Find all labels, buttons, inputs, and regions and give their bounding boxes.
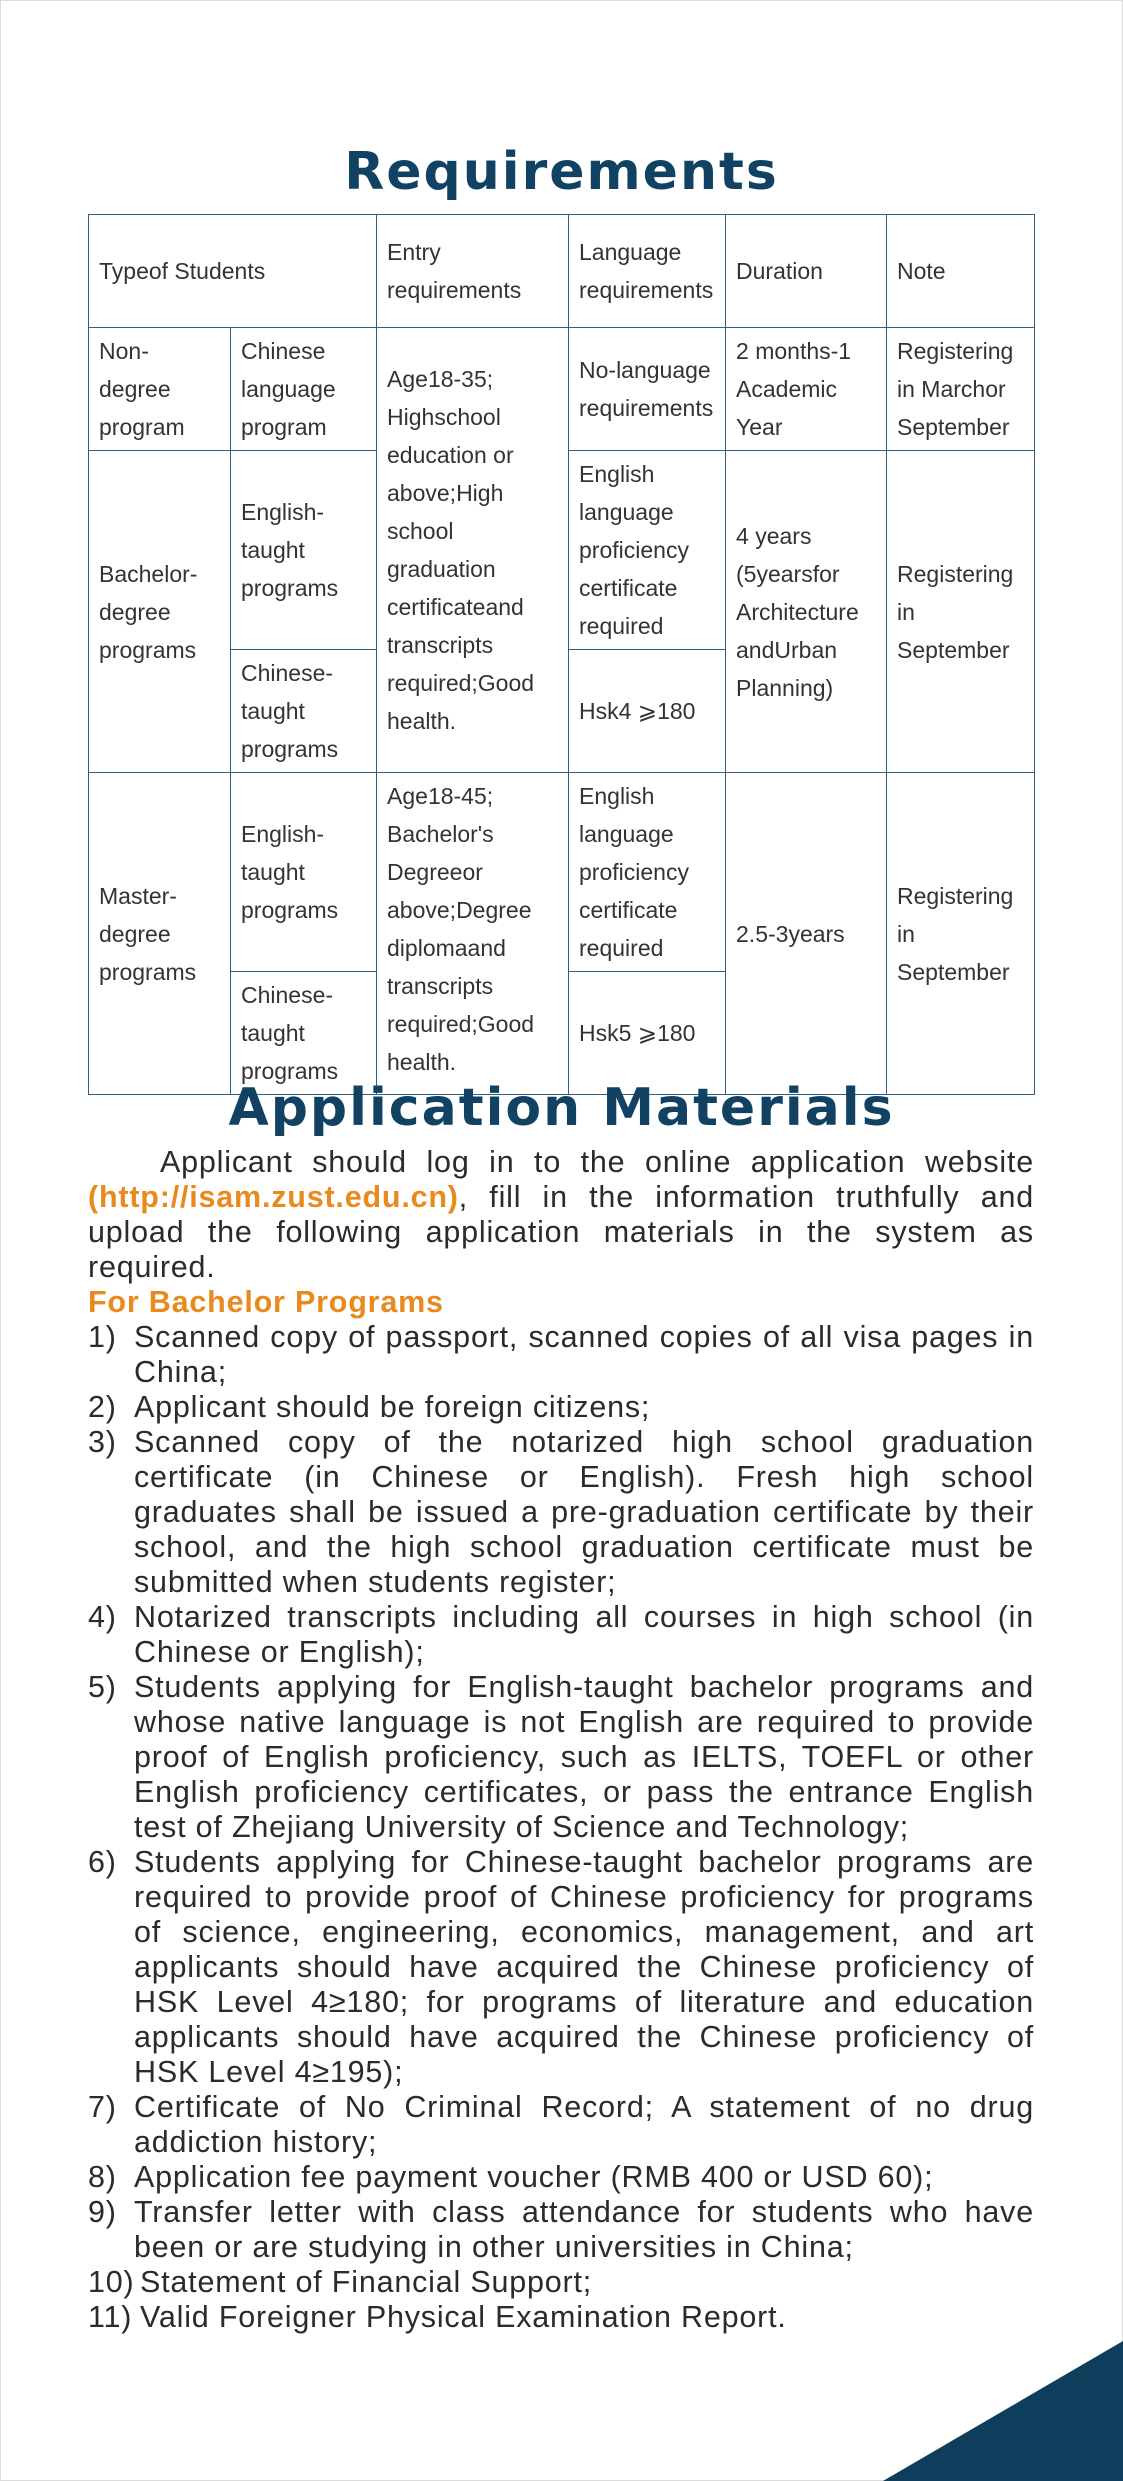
application-body	[88, 1145, 1034, 2335]
master-sub-english: English-taught programs	[231, 773, 377, 972]
bachelor-duration: 4 years (5yearsfor Architecture andUrban Planning)	[726, 451, 887, 773]
list-item-number: 11)	[88, 2300, 133, 2334]
list-item	[88, 1425, 1034, 1600]
header-language: Language requirements	[569, 215, 726, 328]
list-item	[88, 2265, 1034, 2300]
list-item-number: 7)	[88, 2090, 117, 2124]
list-item-text: Certificate of No Criminal Record; A statement of no drug addiction history;	[134, 2090, 1034, 2159]
list-item	[88, 2160, 1034, 2195]
list-item-number: 2)	[88, 1390, 117, 1424]
nondegree-sub: Chinese language program	[231, 328, 377, 451]
list-item-text: Valid Foreigner Physical Examination Report.	[140, 2300, 787, 2334]
application-website-link[interactable]: (http://isam.zust.edu.cn)	[88, 1180, 459, 1214]
list-item	[88, 1390, 1034, 1425]
intro-text-continued: , fill in the information truthfully and upload the following application materials in the system as required.	[88, 1180, 1034, 1284]
list-item-number: 6)	[88, 1845, 117, 1879]
corner-triangle-decoration	[883, 2341, 1123, 2481]
list-item-text: Scanned copy of passport, scanned copies of all visa pages in China;	[134, 1320, 1034, 1389]
bachelor-note: Registering in September	[887, 451, 1035, 773]
master-language-english: English language proficiency certificate required	[569, 773, 726, 972]
list-item-number: 5)	[88, 1670, 117, 1704]
list-item	[88, 2090, 1034, 2160]
bachelor-entry: Age18-35; Highschool education or above;High school graduation certificateand transcripts required;Good health.	[377, 328, 569, 773]
master-note: Registering in September	[887, 773, 1035, 1095]
nondegree-duration: 2 months-1 Academic Year	[726, 328, 887, 451]
list-item	[88, 2195, 1034, 2265]
nondegree-note: Registering in Marchor September	[887, 328, 1035, 451]
list-item-text: Students applying for English-taught bachelor programs and whose native language is not English are required to provide proof of English proficiency, such as IELTS, TOEFL or other English proficiency certificates, or pass the entrance English test of Zhejiang University of Science and Technology;	[134, 1670, 1034, 1844]
nondegree-language: No-language requirements	[569, 328, 726, 451]
bachelor-sub-chinese: Chinese-taught programs	[231, 650, 377, 773]
list-item-text: Students applying for Chinese-taught bachelor programs are required to provide proof of Chinese proficiency for programs of science, engineering, economics, management, and art applicants should have acquired the Chinese proficiency of HSK Level 4≥180; for programs of literature and education applicants should have acquired the Chinese proficiency of HSK Level 4≥195);	[134, 1845, 1034, 2089]
master-duration: 2.5-3years	[726, 773, 887, 1095]
list-item-text: Statement of Financial Support;	[140, 2265, 593, 2299]
intro-text: Applicant should log in to the online application website	[160, 1145, 1034, 1179]
list-item-text: Applicant should be foreign citizens;	[134, 1390, 651, 1424]
header-note: Note	[887, 215, 1035, 328]
list-item-number: 3)	[88, 1425, 117, 1459]
master-label: Master-degree programs	[89, 773, 231, 1095]
list-item	[88, 1600, 1034, 1670]
header-duration: Duration	[726, 215, 887, 328]
bachelor-language-chinese: Hsk4 ⩾180	[569, 650, 726, 773]
list-item	[88, 1845, 1034, 2090]
list-item-text: Notarized transcripts including all courses in high school (in Chinese or English);	[134, 1600, 1034, 1669]
list-item-text: Scanned copy of the notarized high school graduation certificate (in Chinese or English). Fresh high school graduates shall be issued a pre-graduation certificate by their school, and the high school graduation certificate must be submitted when students register;	[134, 1425, 1034, 1599]
list-item-number: 9)	[88, 2195, 117, 2229]
application-title: Application Materials	[228, 1078, 895, 1138]
table-row	[89, 328, 1035, 451]
list-item-text: Transfer letter with class attendance for students who have been or are studying in other universities in China;	[134, 2195, 1034, 2264]
master-language-chinese: Hsk5 ⩾180	[569, 972, 726, 1095]
intro-paragraph	[88, 1145, 1034, 1285]
list-item-text: Application fee payment voucher (RMB 400 or USD 60);	[134, 2160, 934, 2194]
list-item-number: 8)	[88, 2160, 117, 2194]
requirements-title: Requirements	[344, 142, 779, 202]
header-type: Typeof Students	[89, 215, 377, 328]
bachelor-programs-subheading: For Bachelor Programs	[88, 1285, 444, 1319]
list-item	[88, 1320, 1034, 1390]
bachelor-label: Bachelor-degree programs	[89, 451, 231, 773]
master-sub-chinese: Chinese-taught programs	[231, 972, 377, 1095]
bachelor-sub-english: English-taught programs	[231, 451, 377, 650]
materials-list	[88, 1320, 1034, 2335]
list-item	[88, 2300, 1034, 2335]
list-item-number: 10)	[88, 2265, 135, 2299]
table-header-row	[89, 215, 1035, 328]
master-entry: Age18-45; Bachelor's Degreeor above;Degree diplomaand transcripts required;Good health.	[377, 773, 569, 1095]
nondegree-label: Non-degree program	[89, 328, 231, 451]
list-item-number: 1)	[88, 1320, 117, 1354]
header-entry: Entry requirements	[377, 215, 569, 328]
bachelor-language-english: English language proficiency certificate required	[569, 451, 726, 650]
list-item	[88, 1670, 1034, 1845]
list-item-number: 4)	[88, 1600, 117, 1634]
requirements-table	[88, 214, 1035, 1095]
table-row	[89, 773, 1035, 972]
